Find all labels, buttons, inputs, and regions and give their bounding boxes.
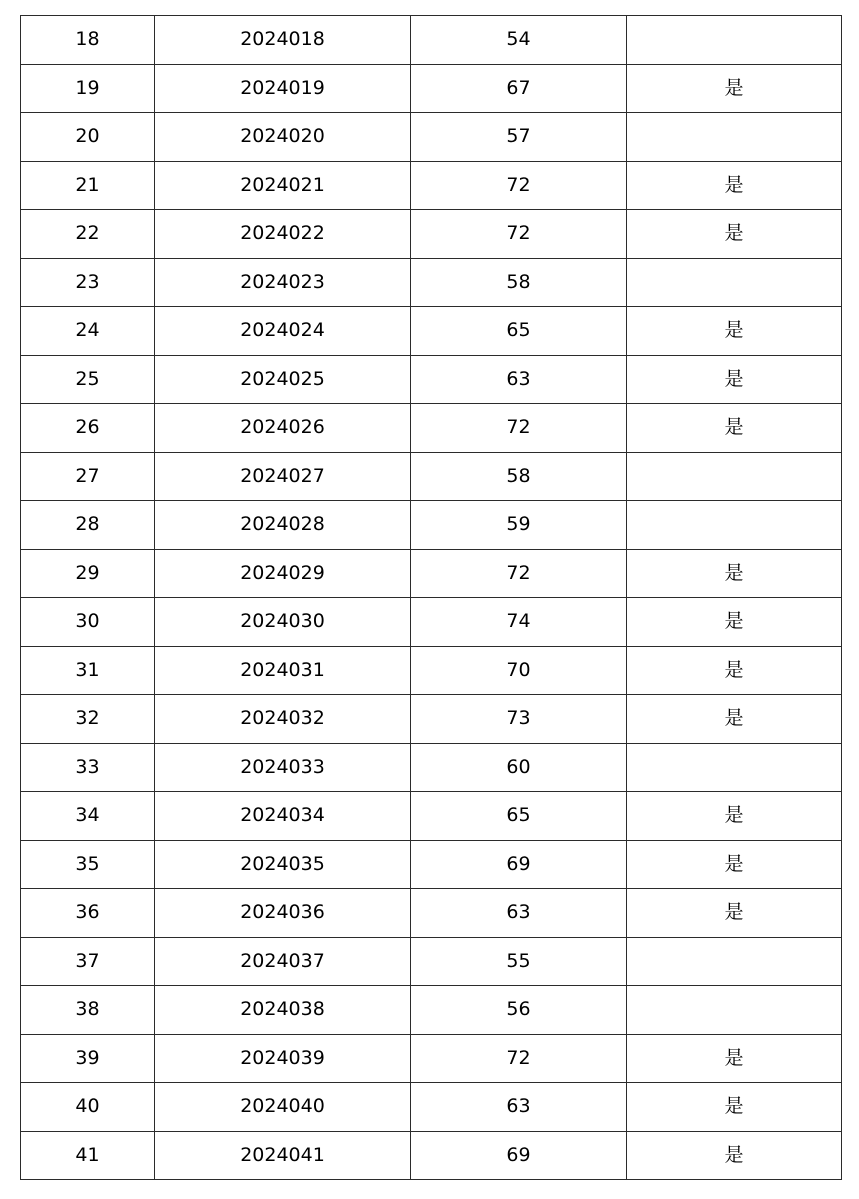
score-cell: 72: [411, 210, 627, 259]
score-cell: 56: [411, 986, 627, 1035]
row-number-cell: 20: [21, 113, 155, 162]
row-number-cell: 28: [21, 501, 155, 550]
table-body: [21, 16, 842, 1180]
score-cell: 72: [411, 404, 627, 453]
id-cell: 2024020: [155, 113, 411, 162]
id-cell: 2024034: [155, 792, 411, 841]
id-cell: 2024036: [155, 889, 411, 938]
score-cell: 65: [411, 792, 627, 841]
row-number-cell: 40: [21, 1083, 155, 1132]
row-number-cell: 31: [21, 646, 155, 695]
table-row: [21, 1083, 842, 1132]
table-row: [21, 549, 842, 598]
mark-cell: 是: [627, 64, 842, 113]
row-number-cell: 34: [21, 792, 155, 841]
mark-cell: 是: [627, 792, 842, 841]
score-cell: 60: [411, 743, 627, 792]
id-cell: 2024025: [155, 355, 411, 404]
row-number-cell: 23: [21, 258, 155, 307]
table-row: [21, 258, 842, 307]
table-row: [21, 404, 842, 453]
id-cell: 2024030: [155, 598, 411, 647]
table-row: [21, 840, 842, 889]
score-cell: 63: [411, 1083, 627, 1132]
score-cell: 74: [411, 598, 627, 647]
mark-cell: 是: [627, 404, 842, 453]
row-number-cell: 29: [21, 549, 155, 598]
mark-cell: 是: [627, 210, 842, 259]
score-cell: 73: [411, 695, 627, 744]
row-number-cell: 21: [21, 161, 155, 210]
row-number-cell: 19: [21, 64, 155, 113]
id-cell: 2024018: [155, 16, 411, 65]
table-row: [21, 792, 842, 841]
id-cell: 2024040: [155, 1083, 411, 1132]
id-cell: 2024032: [155, 695, 411, 744]
table-row: [21, 161, 842, 210]
table-row: [21, 16, 842, 65]
id-cell: 2024021: [155, 161, 411, 210]
table-row: [21, 307, 842, 356]
id-cell: 2024033: [155, 743, 411, 792]
row-number-cell: 32: [21, 695, 155, 744]
id-cell: 2024035: [155, 840, 411, 889]
id-cell: 2024037: [155, 937, 411, 986]
mark-cell: [627, 937, 842, 986]
mark-cell: [627, 452, 842, 501]
id-cell: 2024031: [155, 646, 411, 695]
mark-cell: [627, 986, 842, 1035]
table-row: [21, 646, 842, 695]
mark-cell: 是: [627, 1034, 842, 1083]
score-cell: 67: [411, 64, 627, 113]
mark-cell: 是: [627, 307, 842, 356]
table-row: [21, 986, 842, 1035]
row-number-cell: 38: [21, 986, 155, 1035]
id-cell: 2024029: [155, 549, 411, 598]
score-cell: 58: [411, 258, 627, 307]
score-cell: 72: [411, 1034, 627, 1083]
mark-cell: 是: [627, 1083, 842, 1132]
score-cell: 63: [411, 889, 627, 938]
row-number-cell: 24: [21, 307, 155, 356]
mark-cell: 是: [627, 161, 842, 210]
score-cell: 57: [411, 113, 627, 162]
table-row: [21, 355, 842, 404]
table-row: [21, 743, 842, 792]
table-row: [21, 1034, 842, 1083]
table-row: [21, 501, 842, 550]
mark-cell: 是: [627, 889, 842, 938]
id-cell: 2024024: [155, 307, 411, 356]
table-row: [21, 937, 842, 986]
score-cell: 58: [411, 452, 627, 501]
mark-cell: [627, 16, 842, 65]
mark-cell: 是: [627, 646, 842, 695]
mark-cell: 是: [627, 840, 842, 889]
table-row: [21, 452, 842, 501]
score-cell: 63: [411, 355, 627, 404]
table-row: [21, 113, 842, 162]
score-cell: 70: [411, 646, 627, 695]
id-cell: 2024022: [155, 210, 411, 259]
mark-cell: 是: [627, 1131, 842, 1180]
table-row: [21, 598, 842, 647]
row-number-cell: 26: [21, 404, 155, 453]
row-number-cell: 41: [21, 1131, 155, 1180]
table-row: [21, 695, 842, 744]
mark-cell: 是: [627, 695, 842, 744]
mark-cell: [627, 501, 842, 550]
score-cell: 72: [411, 549, 627, 598]
row-number-cell: 18: [21, 16, 155, 65]
id-cell: 2024026: [155, 404, 411, 453]
id-cell: 2024038: [155, 986, 411, 1035]
table-row: [21, 1131, 842, 1180]
row-number-cell: 36: [21, 889, 155, 938]
score-table: [20, 15, 842, 1180]
row-number-cell: 35: [21, 840, 155, 889]
table-row: [21, 889, 842, 938]
row-number-cell: 33: [21, 743, 155, 792]
score-cell: 65: [411, 307, 627, 356]
mark-cell: [627, 258, 842, 307]
mark-cell: [627, 113, 842, 162]
table-row: [21, 64, 842, 113]
score-cell: 72: [411, 161, 627, 210]
id-cell: 2024027: [155, 452, 411, 501]
row-number-cell: 37: [21, 937, 155, 986]
mark-cell: [627, 743, 842, 792]
mark-cell: 是: [627, 549, 842, 598]
id-cell: 2024039: [155, 1034, 411, 1083]
mark-cell: 是: [627, 598, 842, 647]
id-cell: 2024028: [155, 501, 411, 550]
score-cell: 69: [411, 1131, 627, 1180]
row-number-cell: 22: [21, 210, 155, 259]
id-cell: 2024023: [155, 258, 411, 307]
mark-cell: 是: [627, 355, 842, 404]
score-cell: 69: [411, 840, 627, 889]
score-cell: 55: [411, 937, 627, 986]
table-row: [21, 210, 842, 259]
id-cell: 2024041: [155, 1131, 411, 1180]
row-number-cell: 39: [21, 1034, 155, 1083]
row-number-cell: 27: [21, 452, 155, 501]
row-number-cell: 25: [21, 355, 155, 404]
score-cell: 59: [411, 501, 627, 550]
id-cell: 2024019: [155, 64, 411, 113]
score-cell: 54: [411, 16, 627, 65]
row-number-cell: 30: [21, 598, 155, 647]
